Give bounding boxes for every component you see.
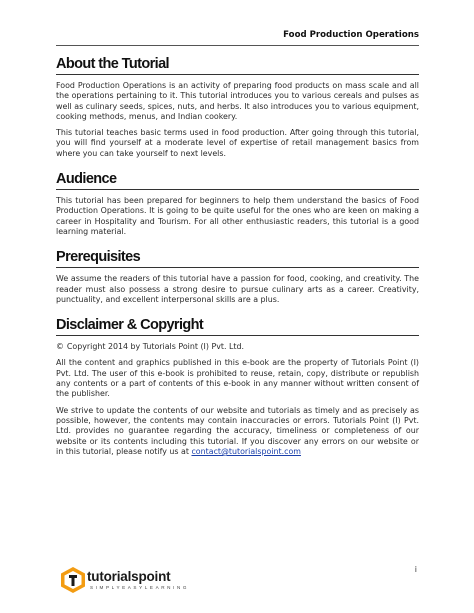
paragraph-text: We strive to update the contents of our website and tutorials as timely and as precisely as possible, however, the contents may contain inaccuracies or errors. Tutorials Point (I) Pvt. Ltd. provides no guarantee regarding the accuracy, timeliness or completeness of our website or its contents including this tutorial. If you discover any errors on our website or in this tutorial, please notify us at: [56, 405, 419, 456]
copyright-symbol: ©: [56, 342, 64, 352]
section-heading: Audience: [56, 171, 117, 188]
paragraph: We assume the readers of this tutorial have a passion for food, cooking, and creativity. The reader must also possess a strong desire to pursue culinary arts as a career. Creativity, punctuality, and excellent interpersonal skills are a plus.: [56, 274, 419, 304]
paragraph-with-email: [56, 406, 419, 457]
tutorialspoint-logo: [60, 566, 210, 596]
section-about: [56, 56, 419, 159]
page-number: i: [414, 565, 417, 574]
section-heading: Prerequisites: [56, 249, 141, 266]
section-rule: [56, 335, 419, 336]
section-rule: [56, 267, 419, 268]
section-prerequisites: [56, 249, 419, 305]
copyright-text: Copyright 2014 by Tutorials Point (I) Pvt. Ltd.: [66, 342, 244, 352]
section-heading: Disclaimer & Copyright: [56, 317, 204, 334]
paragraph: Food Production Operations is an activity of preparing food products on mass scale and all the operations pertaining to it. This tutorial introduces you to various cereals and pulses as well as culinary seeds, spices, nuts, and herbs. It also introduces you to various equipment, cooking methods, menus, and Indian cookery.: [56, 81, 419, 121]
section-disclaimer: [56, 317, 419, 457]
page-content: [56, 56, 419, 469]
section-rule: [56, 189, 419, 190]
logo-wordmark: tutorialspoint: [87, 569, 171, 584]
paragraph: All the content and graphics published in this e-book are the property of Tutorials Point (I) Pvt. Ltd. The user of this e-book is prohibited to reuse, retain, copy, distribute or republish any contents or a part of contents of this e-book in any manner without written consent of the publisher.: [56, 358, 419, 399]
running-header-title: Food Production Operations: [283, 30, 419, 40]
header-rule: [56, 45, 419, 46]
section-audience: [56, 171, 419, 237]
paragraph: This tutorial has been prepared for beginners to help them understand the basics of Food Production Operations. It is going to be quite useful for the ones who are keen on making a career in Hospitality and Tourism. For all other enthusiastic readers, this tutorial is a good learning material.: [56, 196, 419, 236]
paragraph: This tutorial teaches basic terms used in food production. After going through this tutorial, you will find yourself at a moderate level of expertise of retail management basics from where you can take yourself to next levels.: [56, 128, 419, 158]
copyright-line: [56, 342, 419, 352]
logo-icon: [60, 566, 86, 594]
section-rule: [56, 74, 419, 75]
logo-tagline: SIMPLYEASYLEARNING: [90, 585, 190, 590]
email-link[interactable]: contact@tutorialspoint.com: [191, 446, 301, 456]
section-heading: About the Tutorial: [56, 56, 169, 72]
